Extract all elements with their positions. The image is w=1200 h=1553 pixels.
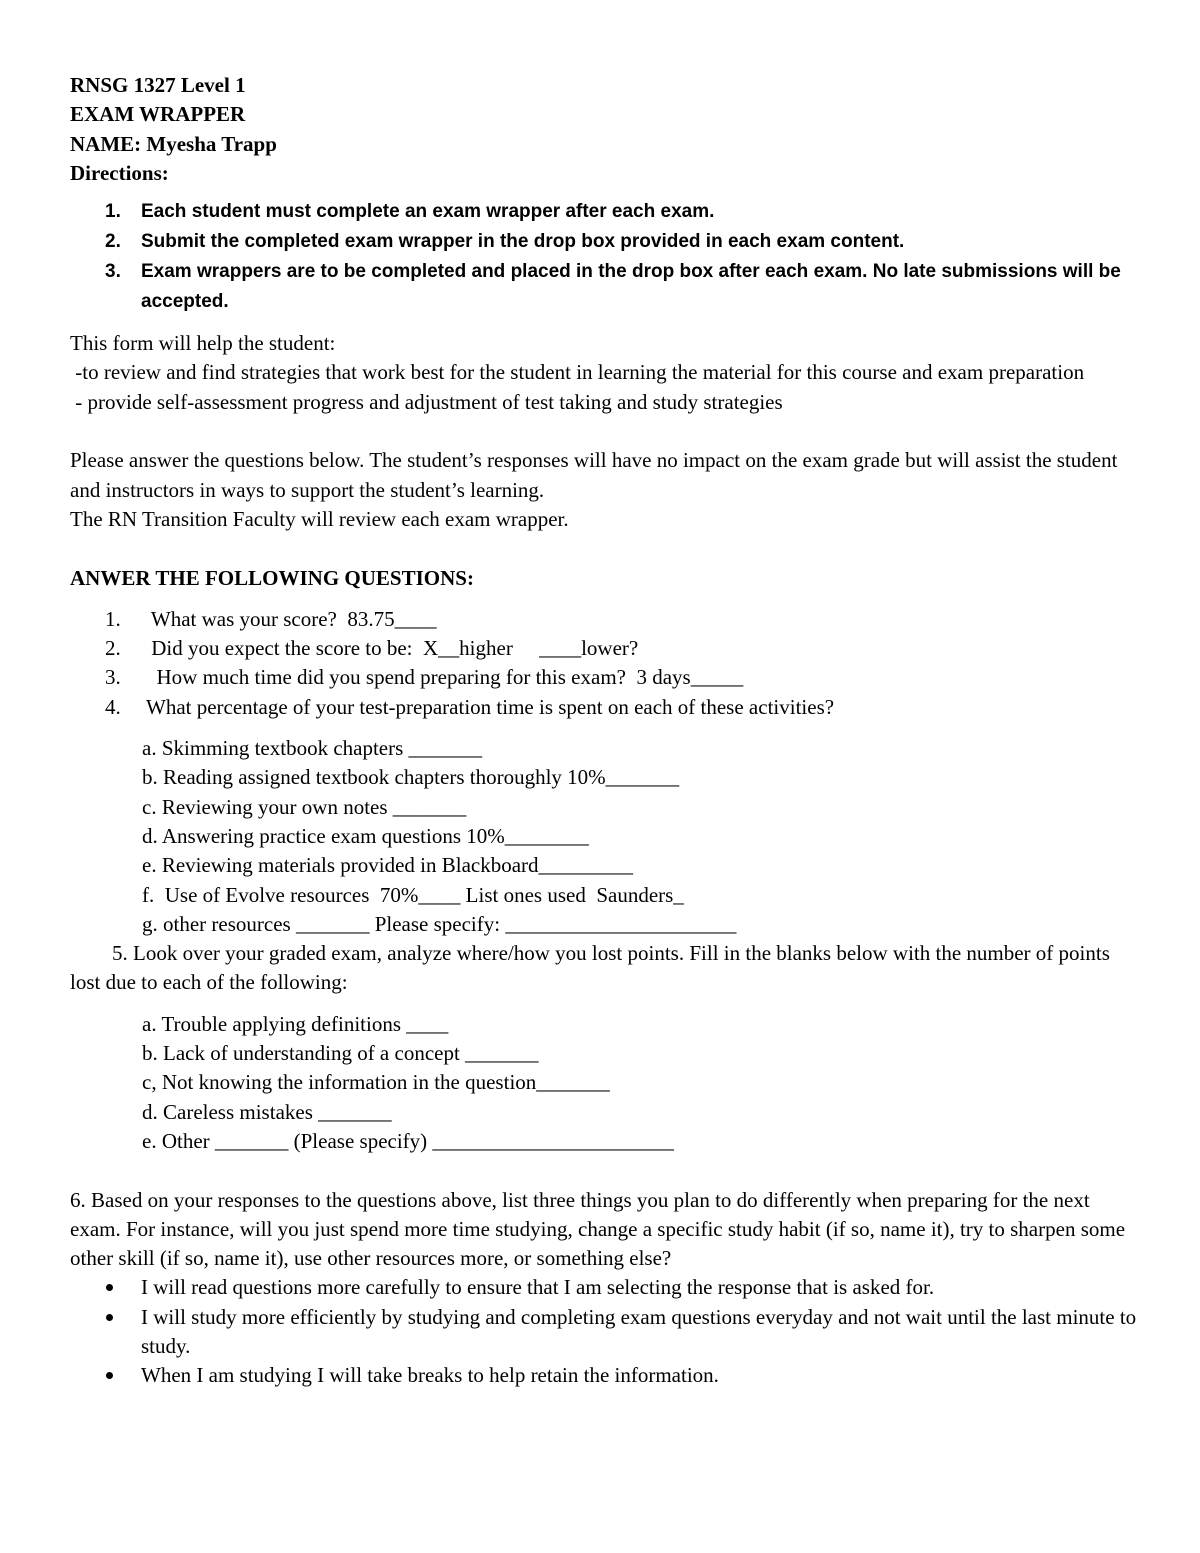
direction-text: Exam wrappers are to be completed and placed in the drop box after each exam. No late submissions will be accepted. (141, 261, 1121, 313)
spacer (70, 1156, 1140, 1185)
plan-answer-item (70, 1303, 1140, 1362)
activity-item: a. Skimming textbook chapters _______ (142, 736, 483, 761)
question-text: How much time did you spend preparing for this exam? 3 days_____ (146, 665, 744, 690)
question-text: What percentage of your test-preparation time is spent on each of these activities? (146, 694, 835, 719)
question-item (70, 693, 1140, 722)
direction-number: 2. (105, 231, 121, 253)
questions-list (70, 605, 1140, 722)
activity-item: d. Answering practice exam questions 10%________ (142, 823, 589, 848)
student-name: NAME: Myesha Trapp (70, 131, 277, 156)
directions-label: Directions: (70, 160, 169, 185)
question-item (70, 634, 1140, 663)
intro-purpose-2: - provide self-assessment progress and adjustment of test taking and study strategies (70, 389, 783, 414)
question-text: What was your score? 83.75____ (146, 606, 437, 631)
activity-item: c. Reviewing your own notes _______ (142, 794, 467, 819)
course-title: RNSG 1327 Level 1 (70, 73, 246, 97)
points-lost-item: d. Careless mistakes _______ (142, 1099, 392, 1124)
intro-purpose-1: -to review and find strategies that work best for the student in learning the material for this course and exam preparation (70, 360, 1085, 385)
faculty-review-note: The RN Transition Faculty will review each exam wrapper. (70, 506, 569, 531)
activity-item: f. Use of Evolve resources 70%____ List ones used Saunders_ (142, 882, 684, 907)
bullet-icon (106, 1372, 113, 1379)
plan-answer-item (70, 1273, 1140, 1302)
plan-answer-item (70, 1361, 1140, 1390)
plan-answer-text: I will study more efficiently by studying and completing exam questions everyday and not wait until the last minute to study. (141, 1304, 1137, 1358)
points-lost-item: a. Trouble applying definitions ____ (142, 1011, 449, 1036)
spacer (70, 417, 1140, 446)
intro-line: This form will help the student: (70, 331, 336, 356)
activity-item: b. Reading assigned textbook chapters thoroughly 10%_______ (142, 765, 680, 790)
question-item (70, 663, 1140, 692)
question-number: 1. (105, 606, 121, 631)
plan-answer-text: When I am studying I will take breaks to help retain the information. (141, 1363, 719, 1388)
question-number: 4. (105, 694, 121, 719)
question-text: Did you expect the score to be: X__higher ____lower? (146, 636, 639, 661)
points-lost-item: b. Lack of understanding of a concept _______ (142, 1041, 539, 1066)
directions-list (70, 197, 1140, 317)
points-lost-list (70, 1010, 1140, 1156)
exam-wrapper-document (70, 71, 1140, 1391)
direction-number: 1. (105, 201, 121, 223)
document-title: EXAM WRAPPER (70, 102, 246, 127)
plan-answer-text: I will read questions more carefully to ensure that I am selecting the response that is asked for. (141, 1275, 935, 1300)
direction-item (70, 257, 1140, 317)
question-5-text: 5. Look over your graded exam, analyze where/how you lost points. Fill in the blanks below with the number of points lost due to each of the following: (70, 941, 1110, 995)
bullet-icon (106, 1284, 113, 1291)
question-item (70, 605, 1140, 634)
direction-text: Submit the completed exam wrapper in the drop box provided in each exam content. (141, 231, 905, 253)
direction-item (70, 227, 1140, 257)
direction-item (70, 197, 1140, 227)
questions-heading: ANWER THE FOLLOWING QUESTIONS: (70, 565, 474, 590)
question-number: 2. (105, 636, 121, 661)
spacer (70, 534, 1140, 563)
activity-percentages-list (70, 734, 1140, 939)
direction-number: 3. (105, 261, 121, 283)
bullet-icon (106, 1314, 113, 1321)
points-lost-item: c, Not knowing the information in the question_______ (142, 1070, 610, 1095)
activity-item: g. other resources _______ Please specify: ______________________ (142, 911, 737, 936)
instructions-paragraph: Please answer the questions below. The student’s responses will have no impact on the exam grade but will assist the student and instructors in ways to support the student’s learning. (70, 448, 1118, 502)
points-lost-item: e. Other _______ (Please specify) _______________________ (142, 1128, 674, 1153)
question-6-text: 6. Based on your responses to the questions above, list three things you plan to do differently when preparing for the next exam. For instance, will you just spend more time studying, change a specific study habit (if so, name it), try to sharpen some other skill (if so, name it), use other resources more, or something else? (70, 1187, 1126, 1271)
direction-text: Each student must complete an exam wrapper after each exam. (141, 201, 715, 223)
plan-answers-list (70, 1273, 1140, 1390)
activity-item: e. Reviewing materials provided in Blackboard_________ (142, 853, 634, 878)
question-number: 3. (105, 665, 121, 690)
